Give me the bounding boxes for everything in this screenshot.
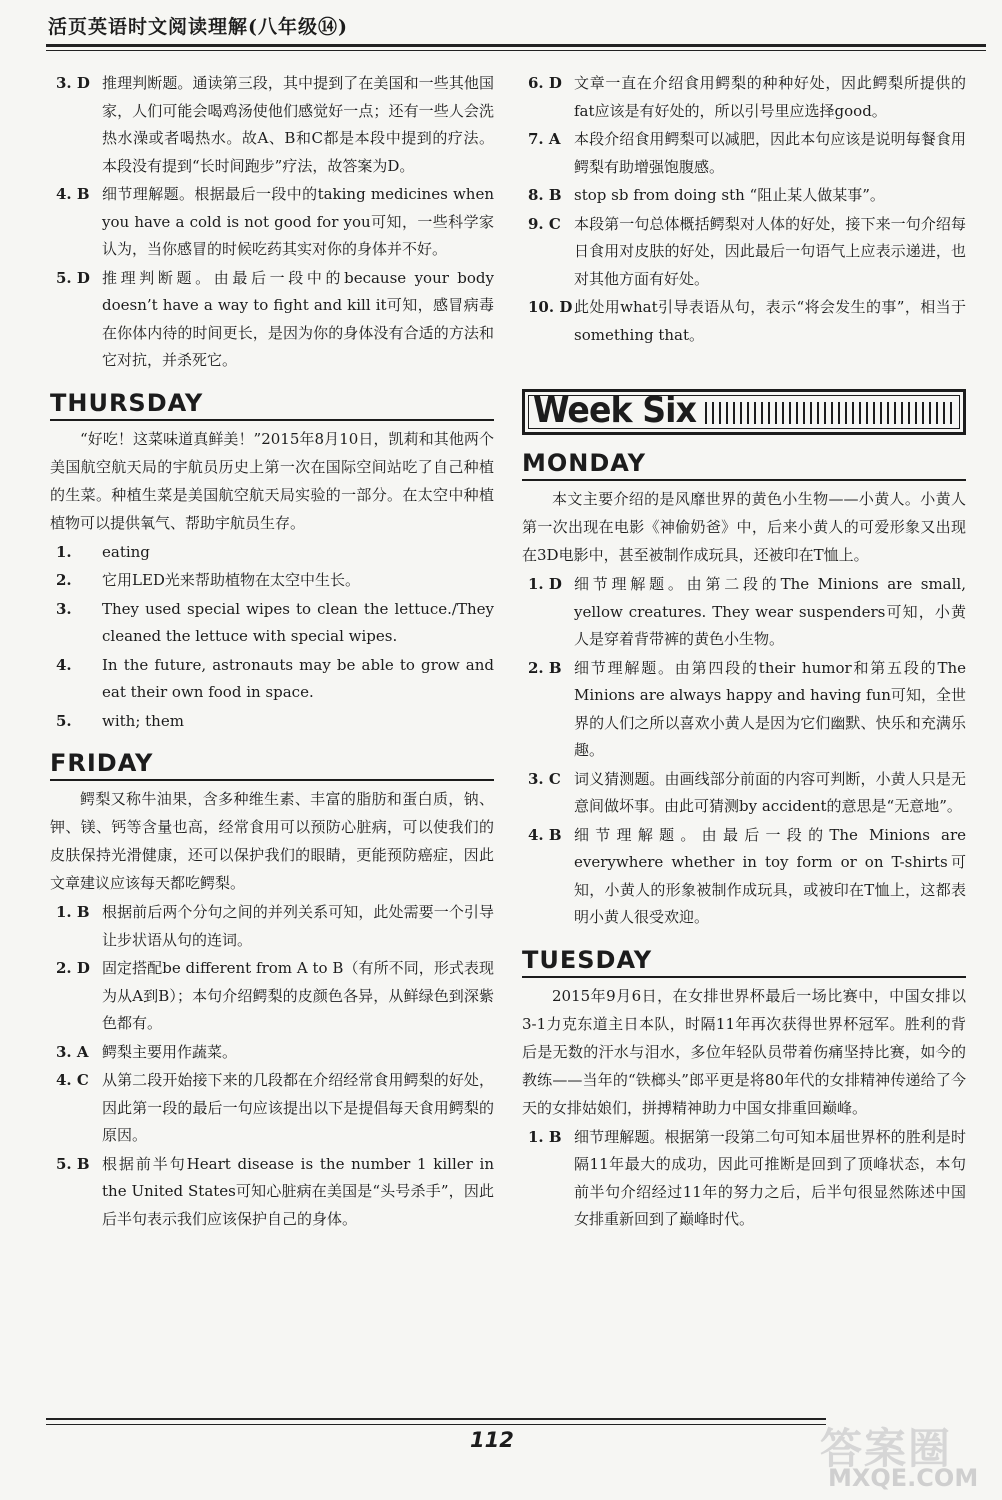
answer-number: 4. B bbox=[528, 825, 562, 844]
answer-number: 1. bbox=[56, 542, 72, 561]
section-title-friday: FRIDAY bbox=[50, 749, 494, 781]
section-summary: “好吃！这菜味道真鲜美！”2015年8月10日，凯莉和其他两个美国航空航天局的宇航员历史上第一次在国际空间站吃了自己种植的生菜。种植生菜是美国航空航天局实验的一部分。在太空中种植植物可以提供氧气、帮助宇航员生存。 bbox=[50, 429, 494, 532]
book-title: 活页英语时文阅读理解(八年级⑭) bbox=[48, 16, 348, 38]
answer-number: 3. A bbox=[56, 1042, 89, 1061]
answer-item bbox=[50, 181, 494, 264]
answer-item bbox=[50, 1039, 494, 1067]
footer-rule-thin bbox=[46, 1424, 826, 1425]
answer-explanation: 推理判断题。通读第三段，其中提到了在美国和一些其他国家，人们可能会喝鸡汤使他们感觉好一点；还有一些人会洗热水澡或者喝热水。故A、B和C都是本段中提到的疗法。本段没有提到“长时间跑步”疗法，故答案为D。 bbox=[102, 74, 494, 175]
answer-number: 9. C bbox=[528, 214, 561, 233]
answer-explanation: 它用LED光来帮助植物在太空中生长。 bbox=[102, 571, 360, 589]
section-title-monday: MONDAY bbox=[522, 449, 966, 481]
answer-explanation: 本段介绍食用鳄梨可以减肥，因此本句应该是说明每餐食用鳄梨有助增强饱腹感。 bbox=[574, 130, 966, 176]
answer-number: 5. bbox=[56, 711, 72, 730]
answer-explanation: 本段第一句总体概括鳄梨对人体的好处，接下来一句介绍每日食用对皮肤的好处，因此最后一句语气上应表示递进，也对其他方面有好处。 bbox=[574, 214, 966, 288]
answer-explanation: 从第二段开始接下来的几段都在介绍经常食用鳄梨的好处，因此第一段的最后一句应该提出以下是提倡每天食用鳄梨的原因。 bbox=[102, 1071, 494, 1144]
answer-item bbox=[522, 126, 966, 181]
answer-item bbox=[50, 955, 494, 1038]
answer-item bbox=[522, 211, 966, 294]
section-title-thursday: THURSDAY bbox=[50, 389, 494, 421]
section-summary: 鳄梨又称牛油果，含多种维生素、丰富的脂肪和蛋白质，钠、钾、镁、钙等含量也高，经常食用可以预防心脏病，可以使我们的皮肤保持光滑健康，还可以保护我们的眼睛，更能预防癌症，因此文章建议应该每天都吃鳄梨。 bbox=[50, 790, 494, 892]
answer-number: 4. B bbox=[56, 185, 90, 203]
answer-number: 10. D bbox=[528, 298, 573, 316]
answer-item bbox=[50, 70, 494, 180]
answer-item bbox=[50, 567, 494, 595]
answer-number: 1. B bbox=[528, 1127, 562, 1146]
answer-explanation: 推理判断题。由最后一段中的because your body doesn’t have a way to fight and kill it可知，感冒病毒在你体内待的时间更长，是因为你的身体没有合适的方法和它对抗，并杀死它。 bbox=[102, 268, 494, 369]
answer-explanation: 此处用what引导表语从句，表示“将会发生的事”，相当于something that。 bbox=[574, 298, 966, 344]
answer-item bbox=[522, 766, 966, 821]
week-title: Week Six bbox=[533, 390, 697, 431]
footer-rule bbox=[46, 1418, 826, 1420]
answer-explanation: 根据前半句Heart disease is the number 1 killer in the United States可知心脏病在美国是“头号杀手”，因此后半句表示我们应该保护自己的身体。 bbox=[102, 1154, 494, 1228]
section-title-tuesday: TUESDAY bbox=[522, 946, 966, 978]
answer-item bbox=[522, 70, 966, 125]
answer-number: 3. bbox=[56, 599, 72, 618]
answer-explanation: 固定搭配be different from A to B（有所不同，形式表现为从A到B）；本句介绍鳄梨的皮颜色各异，从鲜绿色到深紫色都有。 bbox=[102, 959, 494, 1032]
answer-number: 7. A bbox=[528, 130, 561, 148]
answer-number: 8. B bbox=[528, 186, 562, 204]
section-summary: 本文主要介绍的是风靡世界的黄色小生物——小黄人。小黄人第一次出现在电影《神偷奶爸》中，后来小黄人的可爱形象又出现在3D电影中，甚至被制作成玩具，还被印在T恤上。 bbox=[522, 490, 966, 564]
answer-explanation: 细节理解题。由第四段的their humor和第五段的The Minions are always happy and having fun可知，全世界的人们之所以喜欢小黄人是因为它们幽默、快乐和充满乐趣。 bbox=[574, 658, 966, 759]
answer-item bbox=[522, 655, 966, 765]
answer-item bbox=[522, 1124, 966, 1234]
answer-number: 1. B bbox=[56, 903, 90, 921]
answer-explanation: stop sb from doing sth “阻止某人做某事”。 bbox=[574, 186, 885, 204]
answer-number: 4. C bbox=[56, 1071, 89, 1089]
watermark-url: MXQE.COM bbox=[828, 1464, 979, 1492]
answer-item bbox=[50, 899, 494, 954]
answer-item bbox=[50, 596, 494, 651]
answer-number: 2. bbox=[56, 571, 72, 589]
answer-explanation: 文章一直在介绍食用鳄梨的种种好处，因此鳄梨所提供的fat应该是有好处的，所以引号里应选择good。 bbox=[574, 74, 966, 120]
answer-number: 3. C bbox=[528, 769, 561, 788]
header-rule-thin bbox=[46, 50, 986, 51]
right-column bbox=[522, 70, 966, 1235]
watermark-logo bbox=[820, 1416, 990, 1496]
page-header bbox=[46, 10, 986, 44]
answer-explanation: 细节理解题。由最后一段的The Minions are everywhere whether in toy form or on T-shirts可知，小黄人的形象被制作成玩具，或被印在T恤上，这都表明小黄人很受欢迎。 bbox=[574, 825, 966, 926]
answer-number: 6. D bbox=[528, 74, 562, 92]
answer-item bbox=[522, 822, 966, 932]
section-summary: 2015年9月6日，在女排世界杯最后一场比赛中，中国女排以3-1力克东道主日本队，时隔11年再次获得世界杯冠军。胜利的背后是无数的汗水与泪水，多位年轻队员带着伤痛坚持比赛，如今的教练——当年的“铁榔头”郎平更是将80年代的女排精神传递给了今天的女排姑娘们，拼搏精神助力中国女排重回巅峰。 bbox=[522, 986, 966, 1117]
answer-explanation: 细节理解题。根据最后一段中的taking medicines when you have a cold is not good for you可知，一些科学家认为，当你感冒的时候吃药其实对你的身体并不好。 bbox=[102, 185, 494, 258]
header-rule bbox=[46, 44, 986, 47]
answer-number: 2. B bbox=[528, 658, 562, 677]
week-banner bbox=[522, 389, 966, 435]
answer-explanation: 词义猜测题。由画线部分前面的内容可判断，小黄人只是无意间做坏事。由此可猜测by accident的意思是“无意地”。 bbox=[574, 769, 966, 815]
answer-item bbox=[522, 182, 966, 210]
answer-explanation: They used special wipes to clean the lettuce./They cleaned the lettuce with special wipes. bbox=[102, 599, 494, 645]
page-number: 112 bbox=[470, 1428, 514, 1452]
answer-item bbox=[50, 539, 494, 567]
answer-item bbox=[50, 708, 494, 736]
answer-item bbox=[50, 1067, 494, 1150]
answer-explanation: In the future, astronauts may be able to grow and eat their own food in space. bbox=[102, 655, 494, 701]
answer-item bbox=[50, 265, 494, 375]
answer-item bbox=[50, 1151, 494, 1234]
answer-item bbox=[522, 294, 966, 349]
left-column bbox=[50, 70, 494, 1234]
answer-item bbox=[522, 571, 966, 654]
watermark-text: 答案圈 bbox=[820, 1424, 953, 1473]
barcode-decoration bbox=[705, 402, 955, 424]
answer-number: 3. D bbox=[56, 74, 90, 92]
answer-explanation: 细节理解题。根据第一段第二句可知本届世界杯的胜利是时隔11年最大的成功，因此可推断是回到了顶峰状态，本句前半句介绍经过11年的努力之后，后半句很显然陈述中国女排重新回到了巅峰时代。 bbox=[574, 1127, 966, 1228]
answer-number: 1. D bbox=[528, 575, 562, 593]
answer-number: 2. D bbox=[56, 959, 90, 977]
answer-explanation: 根据前后两个分句之间的并列关系可知，此处需要一个引导让步状语从句的连词。 bbox=[102, 903, 494, 949]
answer-explanation: 细节理解题。由第二段的The Minions are small, yellow creatures. They wear suspenders可知，小黄人是穿着背带裤的黄色小生物。 bbox=[574, 575, 966, 648]
answer-explanation: 鳄梨主要用作蔬菜。 bbox=[102, 1042, 238, 1061]
answer-number: 5. B bbox=[56, 1154, 90, 1173]
answer-number: 4. bbox=[56, 655, 72, 674]
answer-number: 5. D bbox=[56, 268, 90, 287]
answer-explanation: with; them bbox=[102, 711, 184, 730]
answer-item bbox=[50, 652, 494, 707]
answer-explanation: eating bbox=[102, 542, 150, 561]
